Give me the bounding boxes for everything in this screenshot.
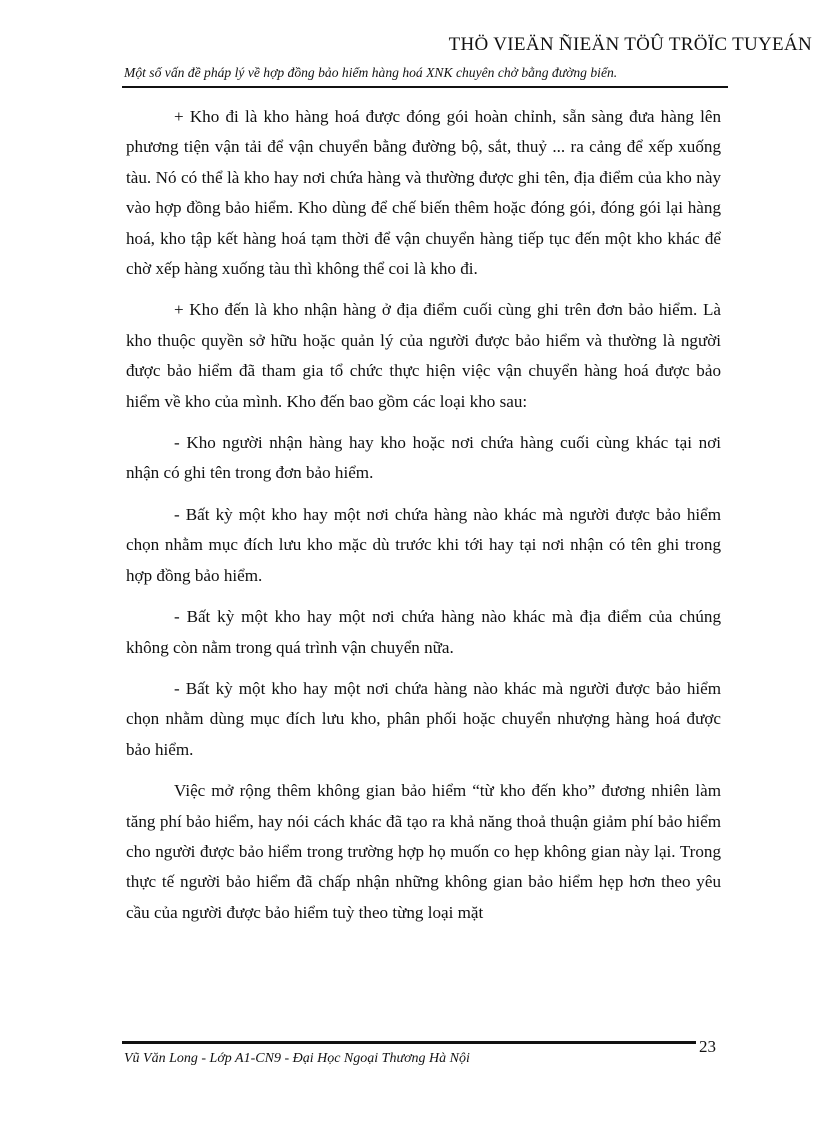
footer-divider [122,1041,696,1044]
running-header: Một số vấn đề pháp lý về hợp đồng bảo hiểm hàng hoá XNK chuyên chở bằng đường biển. [124,65,618,80]
document-body [126,102,721,939]
watermark-text: THÖ VIEÄN ÑIEÄN TÖÛ TRÖÏC TUYEÁN [448,34,812,55]
page-number: 23 [699,1037,716,1056]
paragraph-mo-rong-khong-gian: Việc mở rộng thêm không gian bảo hiểm “từ kho đến kho” đương nhiên làm tăng phí bảo hiểm, hay nói cách khác đã tạo ra khả năng thoả thuận giảm phí bảo hiểm cho người được bảo hiểm trong trường hợp họ muốn co hẹp không gian này lại. Trong thực tế người bảo hiểm đã chấp nhận những không gian bảo hiểm hẹp hơn theo yêu cầu của người được bảo hiểm tuỳ theo từng loại mặt [126,781,721,922]
list-item-kho-luu-kho: - Bất kỳ một kho hay một nơi chứa hàng nào khác mà người được bảo hiểm chọn nhằm mục đích lưu kho mặc dù trước khi tới hay tại nơi nhận có tên ghi trong hợp đồng bảo hiểm. [126,504,721,585]
list-item-kho-ngoai-van-chuyen: - Bất kỳ một kho hay một nơi chứa hàng nào khác mà địa điểm của chúng không còn nằm trong quá trình vận chuyển nữa. [126,607,721,657]
paragraph-kho-di: + Kho đi là kho hàng hoá được đóng gói hoàn chỉnh, sẵn sàng đưa hàng lên phương tiện vận tải để vận chuyển bằng đường bộ, sắt, thuỷ ... ra cảng để xếp xuống tàu. Nó có thể là kho hay nơi chứa hàng và thường được ghi tên, địa điểm của kho này vào hợp đồng bảo hiểm. Kho dùng để chế biến thêm hoặc đóng gói, đóng gói lại hàng hoá, kho tập kết hàng hoá tạm thời để vận chuyển hàng tiếp tục đến một kho khác để chờ xếp hàng xuống tàu thì không thể coi là kho đi. [126,107,721,279]
list-item-kho-nguoi-nhan: - Kho người nhận hàng hay kho hoặc nơi chứa hàng cuối cùng khác tại nơi nhận có ghi tên trong đơn bảo hiểm. [126,433,721,483]
paragraph-kho-den: + Kho đến là kho nhận hàng ở địa điểm cuối cùng ghi trên đơn bảo hiểm. Là kho thuộc quyền sở hữu hoặc quản lý của người được bảo hiểm và thường là người được bảo hiểm đã tham gia tổ chức thực hiện việc vận chuyển hàng hoá được bảo hiểm về kho của mình. Kho đến bao gồm các loại kho sau: [126,300,721,411]
list-item-kho-phan-phoi: - Bất kỳ một kho hay một nơi chứa hàng nào khác mà người được bảo hiểm chọn nhằm dùng mục đích lưu kho, phân phối hoặc chuyển nhượng hàng hoá được bảo hiểm. [126,678,721,759]
footer-author: Vũ Văn Long - Lớp A1-CN9 - Đại Học Ngoại Thương Hà Nội [124,1051,470,1066]
header-divider [122,86,728,88]
